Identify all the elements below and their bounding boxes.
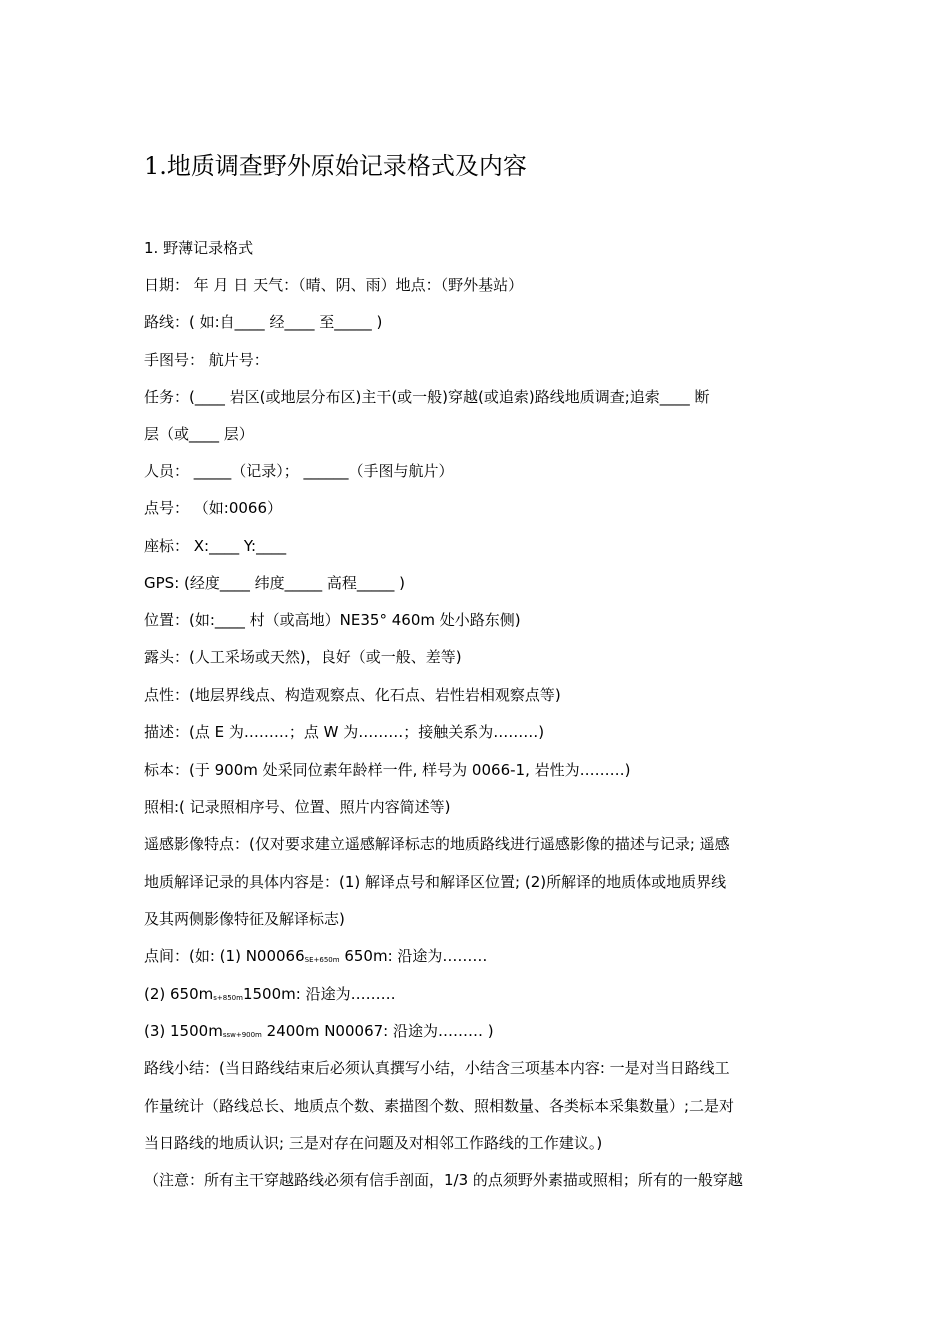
bearing-subscript: s+850m [213,994,243,1002]
summary-line-2: 作量统计（路线总长、地质点个数、素描图个数、照相数量、各类标本采集数量）;二是对 [144,1097,735,1115]
between-points-line-3 [144,1021,494,1044]
section-heading: 1. 野薄记录格式 [144,239,254,257]
note-line-1: （注意：所有主干穿越路线必须有信手剖面，1/3 的点须野外素描或照相；所有的一般穿越 [144,1171,743,1189]
between-points-text: (3) 1500m [144,1022,223,1040]
task-line-2: 层（或____ 层） [144,425,254,443]
summary-line-1: 路线小结：(当日路线结束后必须认真撰写小结，小结含三项基本内容: 一是对当日路线工 [144,1059,730,1077]
between-points-text: 1500m: 沿途为……… [242,985,396,1003]
remote-sensing-line-3: 及其两侧影像特征及解译标志) [144,910,345,928]
bearing-subscript: ssw+900m [222,1031,262,1039]
personnel-line: 人员： _____（记录）； ______（手图与航片） [144,462,454,480]
between-points-text: 650m: 沿途为……… [339,947,488,965]
outcrop-line: 露头：(人工采场或天然)，良好（或一般、差等) [144,648,462,666]
location-line: 位置：(如:____ 村（或高地）NE35° 460m 处小路东侧) [144,611,521,629]
remote-sensing-line-2: 地质解译记录的具体内容是：(1) 解译点号和解译区位置; (2)所解译的地质体或地质界线 [144,873,727,891]
between-points-text: 2400m N00067: 沿途为……… ) [261,1022,494,1040]
map-number-line: 手图号： 航片号： [144,351,269,369]
between-points-text: 点间：(如: (1) N00066 [144,947,305,965]
document-title: 1.地质调查野外原始记录格式及内容 [144,152,527,180]
route-line: 路线：( 如:自____ 经____ 至_____ ) [144,313,383,331]
point-nature-line: 点性：(地层界线点、构造观察点、化石点、岩性岩相观察点等) [144,686,561,704]
bearing-subscript: SE+650m [304,956,340,964]
point-number-line: 点号： （如:0066） [144,499,282,517]
description-line: 描述：(点 E 为………；点 W 为………；接触关系为………) [144,723,545,741]
between-points-line-1 [144,946,487,969]
task-line-1: 任务：(____ 岩区(或地层分布区)主干(或一般)穿越(或追索)路线地质调查;追索____ 断 [144,388,710,406]
gps-line: GPS: (经度____ 纬度_____ 高程_____ ) [144,574,406,592]
between-points-text: (2) 650m [144,985,214,1003]
between-points-line-2 [144,984,396,1007]
summary-line-3: 当日路线的地质认识; 三是对存在问题及对相邻工作路线的工作建议。) [144,1134,603,1152]
coordinates-line: 座标： X:____ Y:____ [144,537,287,555]
date-line: 日期： 年 月 日 天气：（晴、阴、雨）地点：（野外基站） [144,276,524,294]
sample-line: 标本：(于 900m 处采同位素年龄样一件, 样号为 0066-1, 岩性为………) [144,761,631,779]
photo-line: 照相:( 记录照相序号、位置、照片内容简述等) [144,798,451,816]
remote-sensing-line-1: 遥感影像特点：(仅对要求建立遥感解译标志的地质路线进行遥感影像的描述与记录; 遥感 [144,835,730,853]
